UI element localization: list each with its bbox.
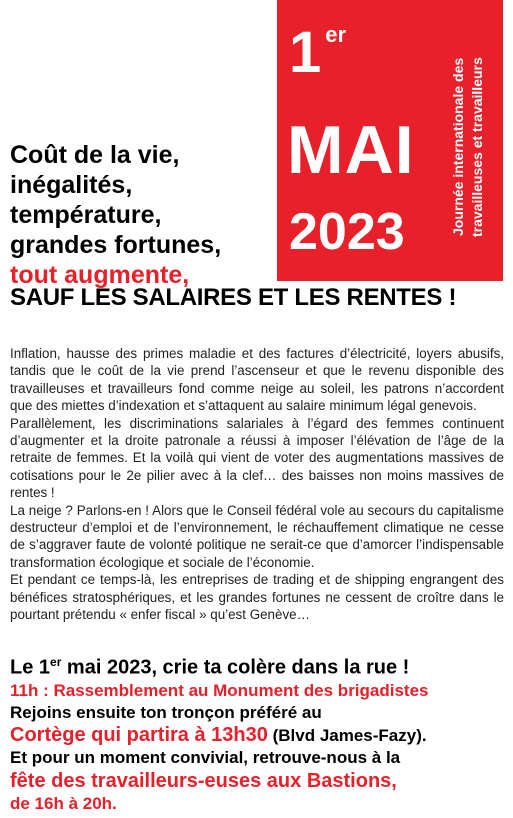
body-text <box>10 345 504 624</box>
headline-line3: température, <box>10 201 162 229</box>
date-year: 2023 <box>289 203 405 261</box>
cta-line1: Le 1er mai 2023, crie ta colère dans la rue ! <box>10 655 410 679</box>
vertical-caption-line2: travailleuses et travailleurs <box>469 57 485 237</box>
headline-line2: inégalités, <box>10 171 133 199</box>
vertical-caption-line1: Journée internationale des <box>450 57 466 237</box>
paragraph-3: La neige ? Parlons-en ! Alors que le Conseil fédéral vole au secours du capitalisme destructeur d’emploi et de l’environnement, le réchauffement climatique ne cesse de s’aggraver faute de volonté politique ne serait-ce que d’amorcer l’indispensable transformation écologique et sociale de l’économie. <box>10 502 504 570</box>
paragraph-2: Parallèlement, les discriminations salariales à l’égard des femmes continuent d’augmenter et la droite patronale a réussi à imposer l’élévation de l’âge de la retraite de femmes. Et la voilà qui vient de voter des augmentations massives de cotisations pour le 2e pilier avec à la clef… des baisses non moins massives de rentes ! <box>10 415 504 501</box>
call-to-action <box>10 650 510 815</box>
cta-line4: Cortège qui partira à 13h30 (Blvd James-Fazy). <box>10 723 427 746</box>
headline-subline: SAUF LES SALAIRES ET LES RENTES ! <box>10 284 457 311</box>
vertical-caption <box>449 22 497 272</box>
headline-line4: grandes fortunes, <box>10 231 222 259</box>
cta-line5: Et pour un moment convivial, retrouve-nous à la <box>10 747 401 767</box>
cta-line7: de 16h à 20h. <box>10 793 117 813</box>
date-day: 1 $^{er}$ <box>289 20 347 85</box>
date-day-suffix: er <box>325 22 347 47</box>
headline <box>10 140 221 290</box>
paragraph-1: Inflation, hausse des primes maladie et des factures d’électricité, loyers abusifs, tandis que le coût de la vie prend l’ascenseur et que le revenu disponible des travailleuses et travailleurs fond comme neige au soleil, les patrons n’accordent que des miettes d’indexation et s’attaquent au salaire minimum légal genevois. <box>10 346 504 414</box>
headline-line5: tout augmente, <box>10 261 190 289</box>
date-month: MAI <box>287 112 415 188</box>
headline-line1: Coût de la vie, <box>10 141 180 169</box>
cta-line2: 11h : Rassemblement au Monument des brigadistes <box>10 680 429 700</box>
cta-line3: Rejoins ensuite ton tronçon préféré au <box>10 702 322 722</box>
cta-line6: fête des travailleurs-euses aux Bastions, <box>10 769 397 792</box>
paragraph-4: Et pendant ce temps-là, les entreprises de trading et de shipping engrangent des bénéfices stratosphériques, et les grandes fortunes ne cessent de croître dans le pourtant prétendu « enfer fiscal » qu’est Genève… <box>10 572 504 623</box>
date-badge <box>277 0 503 281</box>
